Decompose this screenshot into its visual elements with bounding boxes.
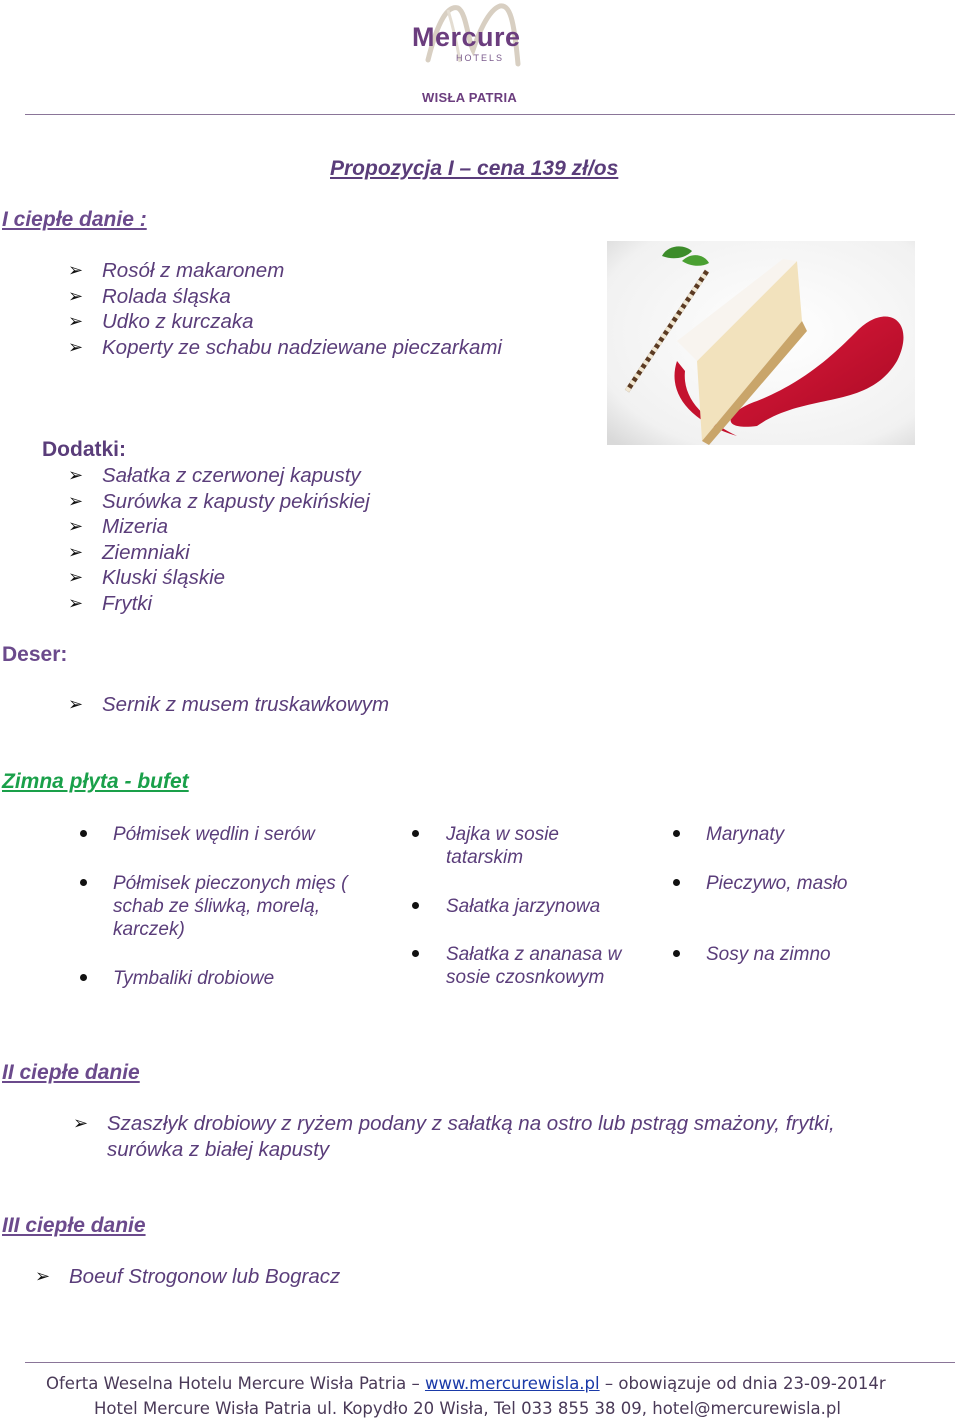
arrow-bullet-icon: ➢ [68, 465, 84, 485]
arrow-bullet-icon: ➢ [68, 490, 84, 511]
third-hot-heading: III ciepłe danie [2, 1214, 146, 1237]
dessert-heading: Deser: [2, 643, 68, 666]
arrow-bullet-icon: ➢ [68, 592, 84, 613]
header-divider [25, 114, 955, 115]
bullet-icon [80, 879, 87, 886]
list-item: ➢ Koperty ze schabu nadziewane pieczarkami [68, 335, 502, 359]
list-item: Półmisek wędlin i serów [113, 824, 315, 845]
bullet-icon [80, 974, 87, 981]
arrow-bullet-icon: ➢ [68, 567, 84, 588]
arrow-bullet-icon: ➢ [68, 311, 84, 332]
list-item: Sosy na zimno [706, 944, 831, 965]
hotel-logo [380, 0, 580, 112]
arrow-bullet-icon: ➢ [68, 694, 84, 714]
brand-subtitle: HOTELS [456, 53, 505, 63]
list-item: ➢ Rolada śląska [68, 284, 231, 308]
list-item: ➢ Mizeria [68, 515, 169, 539]
bullet-icon [673, 950, 680, 957]
list-item: Półmisek pieczonych mięs ( schab ze śliwką, morelą, karczek) [113, 873, 348, 940]
second-hot-heading: II ciepłe danie [2, 1061, 140, 1084]
third-hot-list [35, 1264, 340, 1290]
arrow-bullet-icon: ➢ [73, 1113, 89, 1133]
arrow-bullet-icon: ➢ [68, 260, 84, 280]
list-item: Tymbaliki drobiowe [113, 968, 275, 989]
arrow-bullet-icon: ➢ [68, 336, 84, 357]
list-item: Jajka w sosie tatarskim [446, 824, 559, 868]
list-item: ➢ Surówka z kapusty pekińskiej [68, 489, 370, 513]
list-item: ➢ Udko z kurczaka [68, 310, 254, 334]
bullet-icon [673, 879, 680, 886]
footer-validity-text: – obowiązuje od dnia 23-09-2014r [604, 1374, 886, 1393]
list-item: ➢ Ziemniaki [68, 540, 190, 564]
list-item: ➢ Szaszłyk drobiowy z ryżem podany z sałatką na ostro lub pstrąg smażony, frytki, surówka z białej kapusty [73, 1112, 835, 1161]
cold-buffet-heading: Zimna płyta - bufet [2, 770, 189, 793]
list-item: ➢ Rosół z makaronem [68, 259, 285, 282]
list-item: Marynaty [706, 824, 785, 845]
list-item: ➢ Frytki [68, 591, 153, 615]
list-item: ➢ Sałatka z czerwonej kapusty [68, 464, 361, 487]
bullet-icon [412, 950, 419, 957]
list-item: ➢ Boeuf Strogonow lub Bogracz [35, 1265, 341, 1288]
footer-line-1 [46, 1374, 886, 1393]
first-hot-list [68, 258, 502, 360]
cheesecake-photo [607, 241, 915, 445]
first-hot-heading: I ciepłe danie : [2, 208, 147, 231]
list-item: ➢ Kluski śląskie [68, 566, 226, 590]
footer-divider [25, 1362, 955, 1363]
bullet-icon [412, 902, 419, 909]
arrow-bullet-icon: ➢ [68, 516, 84, 537]
list-item: ➢ Sernik z musem truskawkowym [68, 693, 390, 716]
list-item: Sałatka jarzynowa [446, 896, 601, 917]
bullet-icon [673, 830, 680, 837]
website-link[interactable]: www.mercurewisla.pl [424, 1374, 600, 1393]
second-hot-list [73, 1111, 913, 1162]
sides-heading: Dodatki: [42, 438, 126, 461]
arrow-bullet-icon: ➢ [35, 1266, 51, 1286]
arrow-bullet-icon: ➢ [68, 541, 84, 562]
dessert-list [68, 692, 389, 718]
hotel-location: WISŁA PATRIA [422, 90, 518, 105]
footer-line-2: Hotel Mercure Wisła Patria ul. Kopydło 20 Wisła, Tel 033 855 38 09, hotel@mercurewisla.pl [94, 1399, 841, 1418]
bullet-icon [80, 830, 87, 837]
arrow-bullet-icon: ➢ [68, 285, 84, 306]
sides-list [68, 463, 370, 617]
list-item: Pieczywo, masło [706, 873, 848, 894]
list-item: Sałatka z ananasa w sosie czosnkowym [446, 944, 622, 988]
bullet-icon [412, 830, 419, 837]
brand-name: Mercure [412, 22, 521, 52]
footer-offer-text: Oferta Weselna Hotelu Mercure Wisła Patria – [46, 1374, 420, 1393]
page-title: Propozycja I – cena 139 zł/os [330, 157, 619, 180]
